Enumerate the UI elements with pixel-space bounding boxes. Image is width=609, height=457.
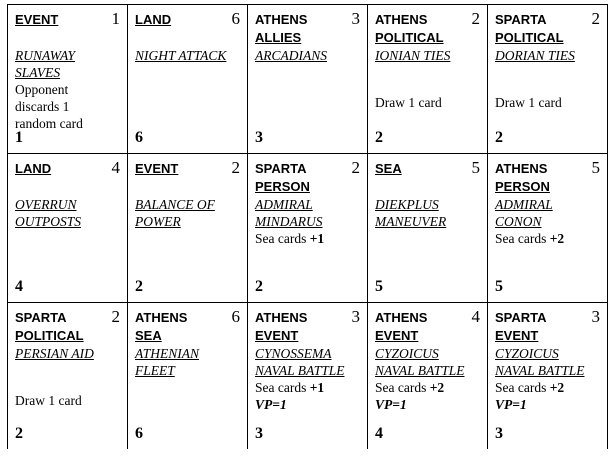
card-title-line1: ATHENIAN <box>135 346 199 361</box>
card-cell <box>488 5 608 154</box>
card-effect <box>255 379 367 413</box>
card-title <box>375 47 487 64</box>
card-type-line1: ATHENS <box>375 12 428 27</box>
card <box>368 5 487 153</box>
card-cost: 6 <box>231 9 240 28</box>
card-title-line1: OVERRUN <box>15 197 77 212</box>
card-effect-line <box>255 230 367 247</box>
card-effect <box>255 230 367 247</box>
card-cost: 2 <box>591 9 600 28</box>
card-title-line2: MINDARUS <box>255 214 323 229</box>
card-title-line1: RUNAWAY <box>15 48 76 63</box>
card-victory-points: VP=1 <box>255 397 287 412</box>
card-type-line2: EVENT <box>495 328 539 343</box>
card-type <box>135 11 223 29</box>
card-title-line2: SLAVES <box>15 65 61 80</box>
card-type-line1: SEA <box>375 161 402 176</box>
card <box>368 154 487 302</box>
card-type-line1: ATHENS <box>255 310 308 325</box>
card-type-line1: ATHENS <box>495 161 548 176</box>
card-value: 1 <box>15 129 23 146</box>
card-type-line1: ATHENS <box>255 12 308 27</box>
card <box>248 303 367 449</box>
card-effect-line: Opponent <box>15 82 69 97</box>
card-effect-line: Draw 1 card <box>495 95 562 110</box>
card-type <box>15 11 103 29</box>
card-title <box>15 196 127 230</box>
card-title-line1: PERSIAN AID <box>15 346 94 361</box>
card-effect-line: random card <box>15 116 83 131</box>
card <box>488 303 607 449</box>
card-title <box>255 47 367 64</box>
card-title-line2: NAVAL BATTLE <box>375 363 465 378</box>
card <box>128 5 247 153</box>
card-title-line1: BALANCE OF <box>135 197 215 212</box>
card-value: 4 <box>375 425 383 442</box>
card-effect-text: Sea cards <box>255 380 310 395</box>
card-type-line1: EVENT <box>135 161 179 176</box>
card-type-line2: POLITICAL <box>495 30 564 45</box>
card-type-line2: EVENT <box>255 328 299 343</box>
card-title-line1: CYZOICUS <box>495 346 559 361</box>
card-effect <box>15 81 127 132</box>
card-victory-points: VP=1 <box>375 397 407 412</box>
card-row <box>8 5 608 154</box>
card-row <box>8 303 608 450</box>
card-type <box>495 11 583 47</box>
card-type-line2: POLITICAL <box>15 328 84 343</box>
card-effect-line <box>375 379 487 396</box>
card-title <box>135 47 247 64</box>
card-type <box>255 309 343 345</box>
card-effect-bonus: +1 <box>309 231 325 246</box>
card-value: 6 <box>135 425 143 442</box>
card-title-line2: NAVAL BATTLE <box>255 363 345 378</box>
card-value: 6 <box>135 129 143 146</box>
card-cell <box>488 303 608 450</box>
card-value: 3 <box>495 425 503 442</box>
card-effect <box>495 379 607 413</box>
card-cell <box>368 5 488 154</box>
card-value: 3 <box>255 129 263 146</box>
card <box>488 5 607 153</box>
card-effect <box>15 392 127 409</box>
card-effect-text: Sea cards <box>255 231 310 246</box>
card-title <box>15 47 127 81</box>
card-title <box>495 47 607 64</box>
card <box>8 154 127 302</box>
card-title <box>495 345 607 379</box>
card <box>248 154 367 302</box>
card-type-line1: SPARTA <box>495 12 547 27</box>
card-type <box>255 160 343 196</box>
card-cost: 2 <box>111 307 120 326</box>
card-cost: 3 <box>591 307 600 326</box>
card-type-line1: SPARTA <box>15 310 67 325</box>
card-title-line1: CYNOSSEMA <box>255 346 332 361</box>
card-type-line1: LAND <box>135 12 172 27</box>
card-type-line2: POLITICAL <box>375 30 444 45</box>
card-grid <box>7 4 608 449</box>
card-effect-bonus: +1 <box>309 380 325 395</box>
card-value: 4 <box>15 278 23 295</box>
card-type <box>375 160 463 178</box>
card-type-line2: PERSON <box>495 179 550 194</box>
card-type-line2: SEA <box>135 328 162 343</box>
card-title-line2: POWER <box>135 214 181 229</box>
card-victory-points: VP=1 <box>495 397 527 412</box>
card-value: 2 <box>375 129 383 146</box>
card-type <box>375 309 463 345</box>
card-cell <box>128 154 248 303</box>
card-type <box>255 11 343 47</box>
card-cost: 1 <box>111 9 120 28</box>
card-effect <box>495 230 607 247</box>
card-value: 2 <box>135 278 143 295</box>
card-value: 3 <box>255 425 263 442</box>
card-cell <box>248 154 368 303</box>
card-type <box>375 11 463 47</box>
card-effect-line: Draw 1 card <box>15 393 82 408</box>
card-grid-body <box>8 5 608 450</box>
card-type-line1: LAND <box>15 161 52 176</box>
card-cost: 3 <box>351 307 360 326</box>
card-cell <box>248 5 368 154</box>
card-title-line1: CYZOICUS <box>375 346 439 361</box>
card-cost: 6 <box>231 307 240 326</box>
card <box>128 154 247 302</box>
card-title <box>375 345 487 379</box>
card-cost: 2 <box>231 158 240 177</box>
card-title <box>15 345 127 362</box>
card-row <box>8 154 608 303</box>
card-title-line1: ADMIRAL <box>255 197 313 212</box>
card-effect-line <box>255 379 367 396</box>
card-title <box>135 196 247 230</box>
card-effect <box>375 94 487 111</box>
card-cost: 5 <box>591 158 600 177</box>
card <box>368 303 487 449</box>
card-effect-line <box>495 379 607 396</box>
card-type-line2: ALLIES <box>255 30 302 45</box>
card-type-line2: PERSON <box>255 179 310 194</box>
card-type-line1: ATHENS <box>135 310 188 325</box>
card <box>8 303 127 449</box>
card-type-line1: EVENT <box>15 12 59 27</box>
card-value: 5 <box>375 278 383 295</box>
card-title <box>255 196 367 230</box>
card-title-line1: DIEKPLUS <box>375 197 439 212</box>
card-value: 2 <box>255 278 263 295</box>
card-cell <box>8 154 128 303</box>
card-title-line2: FLEET <box>135 363 175 378</box>
card-title-line2: NAVAL BATTLE <box>495 363 585 378</box>
card-effect-line: Draw 1 card <box>375 95 442 110</box>
card-effect-bonus: +2 <box>429 380 445 395</box>
card-cell <box>128 303 248 450</box>
card-title-line1: IONIAN TIES <box>375 48 451 63</box>
card-cost: 3 <box>351 9 360 28</box>
card-cost: 4 <box>111 158 120 177</box>
card-effect-text: Sea cards <box>495 231 550 246</box>
card-cost: 2 <box>351 158 360 177</box>
card-cell <box>248 303 368 450</box>
card-title-line2: OUTPOSTS <box>15 214 82 229</box>
card <box>8 5 127 153</box>
card-cost: 2 <box>471 9 480 28</box>
card-type-line1: SPARTA <box>495 310 547 325</box>
card-cell <box>488 154 608 303</box>
card-cell <box>128 5 248 154</box>
card-cell <box>8 303 128 450</box>
card-title-line2: CONON <box>495 214 542 229</box>
card-type-line2: EVENT <box>375 328 419 343</box>
card <box>488 154 607 302</box>
card-effect-text: Sea cards <box>375 380 430 395</box>
card-cost: 5 <box>471 158 480 177</box>
card-title-line1: NIGHT ATTACK <box>135 48 227 63</box>
card-effect-line: discards 1 <box>15 99 70 114</box>
card-type <box>15 309 103 345</box>
card-cost: 4 <box>471 307 480 326</box>
card-title-line2: MANEUVER <box>375 214 447 229</box>
card-value: 2 <box>495 129 503 146</box>
card-title <box>255 345 367 379</box>
card-title <box>135 345 247 379</box>
card-type-line1: ATHENS <box>375 310 428 325</box>
card-title <box>495 196 607 230</box>
card-value: 2 <box>15 425 23 442</box>
card-type <box>495 160 583 196</box>
card <box>128 303 247 449</box>
card-title-line1: ARCADIANS <box>255 48 327 63</box>
card-cell <box>8 5 128 154</box>
card-effect-line <box>495 230 607 247</box>
card-type <box>495 309 583 345</box>
card-title-line1: ADMIRAL <box>495 197 553 212</box>
card-title-line1: DORIAN TIES <box>495 48 575 63</box>
card-effect-bonus: +2 <box>549 231 565 246</box>
card-type <box>135 160 223 178</box>
card-value: 5 <box>495 278 503 295</box>
card-effect-text: Sea cards <box>495 380 550 395</box>
card-type <box>135 309 223 345</box>
card-effect <box>375 379 487 413</box>
card-cell <box>368 154 488 303</box>
card-title <box>375 196 487 230</box>
card-type <box>15 160 103 178</box>
card-effect-bonus: +2 <box>549 380 565 395</box>
card <box>248 5 367 153</box>
card-effect <box>495 94 607 111</box>
card-cell <box>368 303 488 450</box>
card-type-line1: SPARTA <box>255 161 307 176</box>
